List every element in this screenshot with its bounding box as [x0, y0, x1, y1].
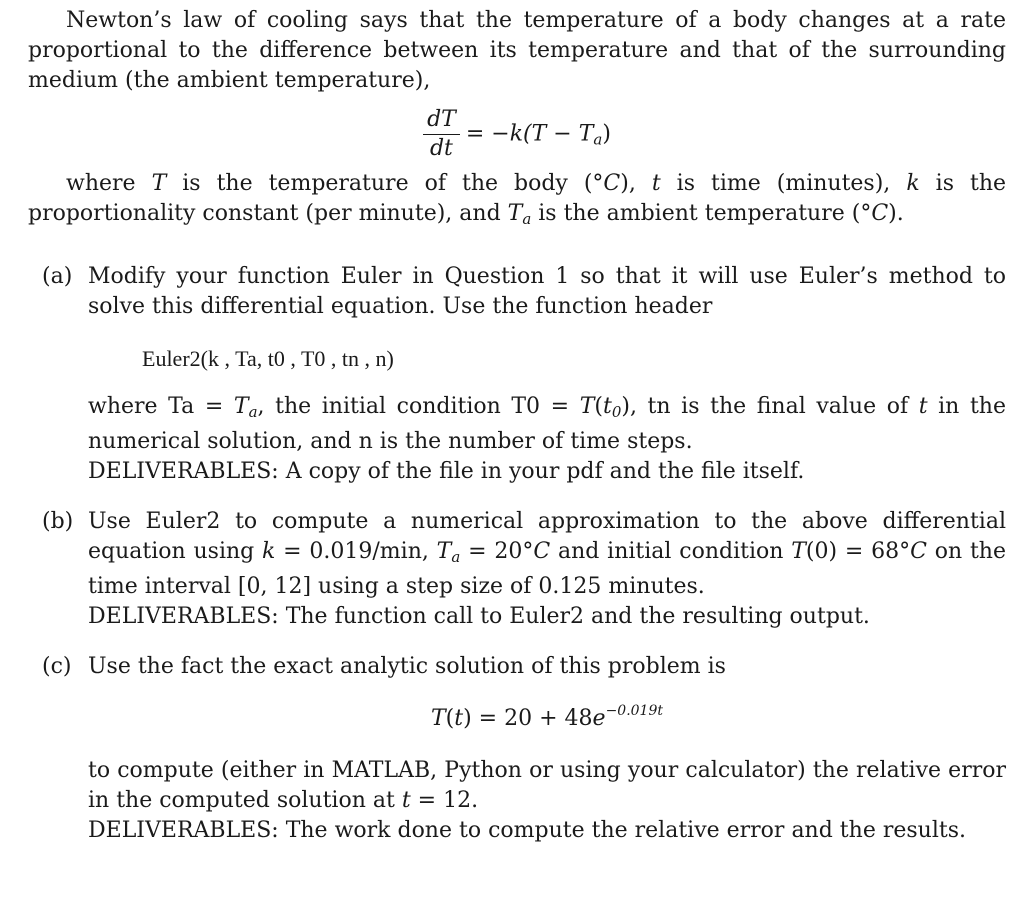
part-a-deliverables: DELIVERABLES: A copy of the file in your pdf and the file itself. — [88, 459, 805, 484]
derivative-fraction — [423, 106, 460, 163]
part-b-deliverables: DELIVERABLES: The function call to Euler2 and the resulting output. — [88, 604, 870, 629]
cooling-equation — [28, 106, 1006, 163]
part-c — [28, 652, 1006, 846]
where-unit-C2: C — [871, 201, 889, 226]
part-b — [28, 507, 1006, 632]
exact-var-T: T — [430, 706, 446, 731]
where-paragraph — [28, 169, 1006, 234]
part-b-var-Ta: T — [436, 539, 452, 564]
where-text-4: is time (minutes), — [660, 171, 907, 196]
where-var-Ta-sub: a — [522, 210, 532, 228]
exact-open-paren: ( — [445, 706, 455, 731]
where-var-t: t — [651, 171, 661, 196]
where-var-k: k — [906, 171, 920, 196]
part-a-var-T: T — [579, 394, 595, 419]
part-b-text-3: = 20° — [460, 539, 534, 564]
part-b-text-1: Use Euler2 to compute a numerical approximation to the above differential equation using — [88, 509, 1006, 564]
where-var-T: T — [151, 171, 167, 196]
part-b-unit-C2: C — [910, 539, 927, 564]
part-a-var-t: t — [602, 394, 612, 419]
part-a-where — [88, 392, 1006, 457]
part-c-text-2: = 12. — [410, 788, 479, 813]
part-b-var-T: T — [791, 539, 806, 564]
exact-rest: ) = 20 + 48 — [463, 706, 593, 731]
fraction-denominator: dt — [429, 136, 453, 161]
part-b-text — [88, 507, 1006, 602]
part-a-where-1: where Ta = — [88, 394, 234, 419]
exact-var-e: e — [592, 706, 606, 731]
part-c-var-t: t — [401, 788, 411, 813]
part-a-label: (a) — [42, 264, 73, 289]
where-text-7: ). — [888, 201, 904, 226]
part-a-where-2: , the initial condition T0 = — [257, 394, 580, 419]
equation-rhs: = −k(T − T — [465, 121, 594, 147]
where-text-5: is the proportionality constant (per minute), and — [28, 171, 1007, 226]
where-text-6: is the ambient temperature (° — [531, 201, 872, 226]
function-header: Euler2(k , Ta, t0 , T0 , tn , n) — [142, 346, 394, 371]
part-a-where-3: ( — [594, 394, 603, 419]
part-b-var-k: k — [262, 539, 276, 564]
part-b-text-2: = 0.019/min, — [275, 539, 437, 564]
part-b-text-5: (0) = 68° — [805, 539, 911, 564]
equation-rhs-subscript: a — [593, 130, 603, 149]
fraction-numerator: dT — [423, 106, 460, 135]
where-var-Ta: T — [507, 201, 523, 226]
part-c-text: Use the fact the exact analytic solution of this problem is — [88, 654, 726, 679]
part-a-text: Modify your function Euler in Question 1 so that it will use Euler’s method to solve this differential equation. Use the function header — [88, 264, 1006, 319]
part-b-label: (b) — [42, 509, 74, 534]
part-c-text-1: to compute (either in MATLAB, Python or using your calculator) the relative error in the computed solution at — [88, 758, 1006, 813]
part-a-var-t-sub: 0 — [611, 403, 622, 421]
part-c-deliverables: DELIVERABLES: The work done to compute the relative error and the results. — [88, 818, 966, 843]
where-text-2: is the temperature of the body (° — [166, 171, 604, 196]
part-a — [28, 262, 1006, 487]
part-a-var-Ta-sub: a — [248, 403, 258, 421]
where-text-3: ), — [620, 171, 652, 196]
part-a-where-5: in the numerical solution, and n is the number of time steps. — [88, 394, 1006, 454]
part-b-text-4: and initial condition — [550, 539, 792, 564]
where-unit-C: C — [603, 171, 621, 196]
exact-var-t: t — [454, 706, 464, 731]
part-c-label: (c) — [42, 654, 72, 679]
intro-paragraph: Newton’s law of cooling says that the temperature of a body changes at a rate proportional to the difference between its temperature and that of the surrounding medium (the ambient temperature), — [28, 8, 1006, 93]
where-text-1: where — [66, 171, 152, 196]
part-b-text-6: on the time interval [0, 12] using a step size of 0.125 minutes. — [88, 539, 1006, 599]
part-c-compute — [88, 756, 1006, 816]
equation-rhs-close: ) — [602, 121, 611, 147]
part-b-unit-C: C — [533, 539, 551, 564]
part-a-where-4: ), tn is the final value of — [621, 394, 919, 419]
part-a-var-t2: t — [918, 394, 928, 419]
part-a-var-Ta: T — [233, 394, 249, 419]
exact-solution-equation — [88, 696, 1006, 734]
part-b-var-Ta-sub: a — [451, 548, 461, 566]
exact-exponent: −0.019t — [605, 703, 663, 719]
